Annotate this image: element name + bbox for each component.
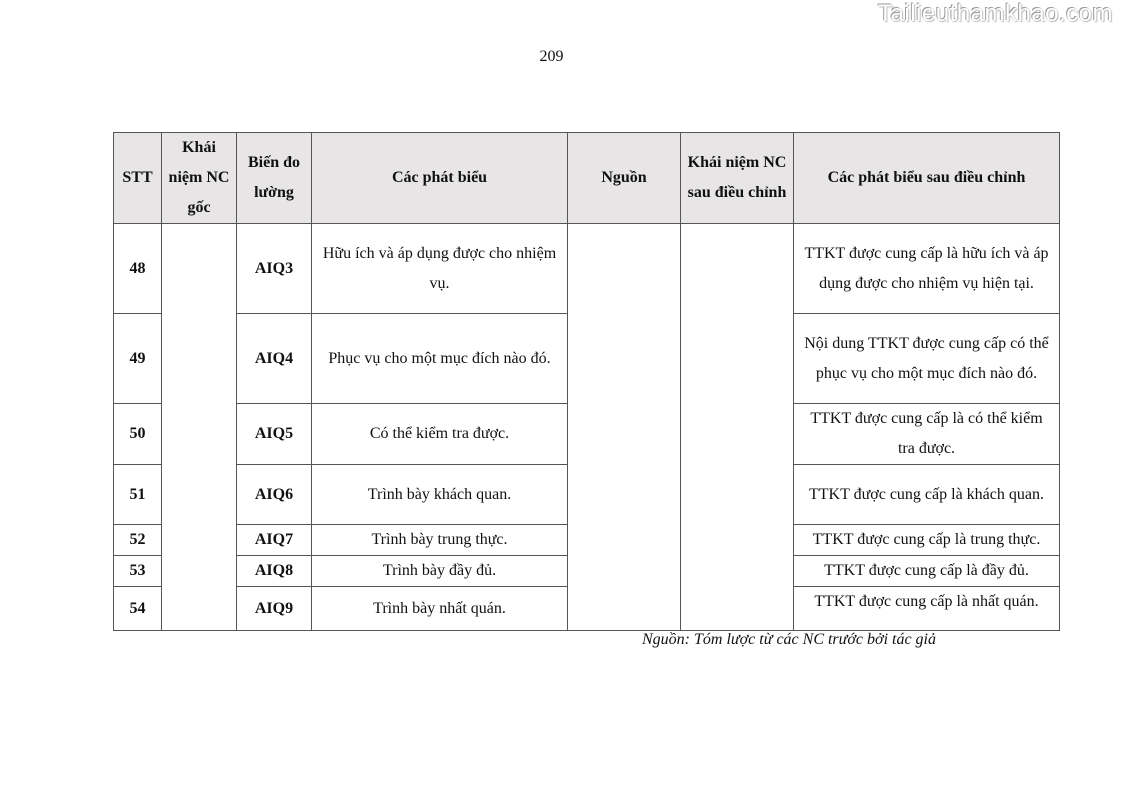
row-adjusted-statement: TTKT được cung cấp là khách quan. [794, 465, 1060, 525]
row-statement: Trình bày đầy đủ. [312, 556, 568, 587]
header-adjusted-statements: Các phát biểu sau điều chỉnh [794, 133, 1060, 224]
row-code: AIQ6 [237, 465, 312, 525]
row-adjusted-statement: TTKT được cung cấp là trung thực. [794, 525, 1060, 556]
original-concept-cell [162, 224, 237, 631]
row-stt: 51 [114, 465, 162, 525]
table-source-caption: Nguồn: Tóm lược từ các NC trước bởi tác giả [642, 631, 936, 648]
row-adjusted-statement: Nội dung TTKT được cung cấp có thể phục vụ cho một mục đích nào đó. [794, 314, 1060, 404]
survey-items-table [113, 132, 1060, 631]
header-stt: STT [114, 133, 162, 224]
page-number: 209 [539, 48, 564, 65]
watermark: Tailieuthamkhao.com [878, 0, 1113, 27]
table-row [114, 224, 1060, 314]
row-code: AIQ7 [237, 525, 312, 556]
row-statement: Phục vụ cho một mục đích nào đó. [312, 314, 568, 404]
table-header-row [114, 133, 1060, 224]
row-code: AIQ3 [237, 224, 312, 314]
row-adjusted-statement: TTKT được cung cấp là đầy đủ. [794, 556, 1060, 587]
row-code: AIQ4 [237, 314, 312, 404]
row-stt: 54 [114, 587, 162, 631]
row-statement: Hữu ích và áp dụng được cho nhiệm vụ. [312, 224, 568, 314]
row-stt: 52 [114, 525, 162, 556]
row-stt: 48 [114, 224, 162, 314]
source-cell [568, 224, 681, 631]
row-code: AIQ8 [237, 556, 312, 587]
row-statement: Trình bày khách quan. [312, 465, 568, 525]
header-original-concept: Khái niệm NC gốc [162, 133, 237, 224]
row-statement: Trình bày nhất quán. [312, 587, 568, 631]
header-statements: Các phát biểu [312, 133, 568, 224]
adjusted-concept-cell [681, 224, 794, 631]
header-measurement-variable: Biến đo lường [237, 133, 312, 224]
row-adjusted-statement: TTKT được cung cấp là hữu ích và áp dụng được cho nhiệm vụ hiện tại. [794, 224, 1060, 314]
header-source: Nguồn [568, 133, 681, 224]
row-adjusted-statement: TTKT được cung cấp là có thể kiểm tra được. [794, 404, 1060, 465]
row-code: AIQ9 [237, 587, 312, 631]
row-statement: Có thể kiểm tra được. [312, 404, 568, 465]
row-code: AIQ5 [237, 404, 312, 465]
row-stt: 49 [114, 314, 162, 404]
header-adjusted-concept: Khái niệm NC sau điều chỉnh [681, 133, 794, 224]
row-adjusted-statement: TTKT được cung cấp là nhất quán. [794, 587, 1060, 631]
row-stt: 53 [114, 556, 162, 587]
row-statement: Trình bày trung thực. [312, 525, 568, 556]
row-stt: 50 [114, 404, 162, 465]
